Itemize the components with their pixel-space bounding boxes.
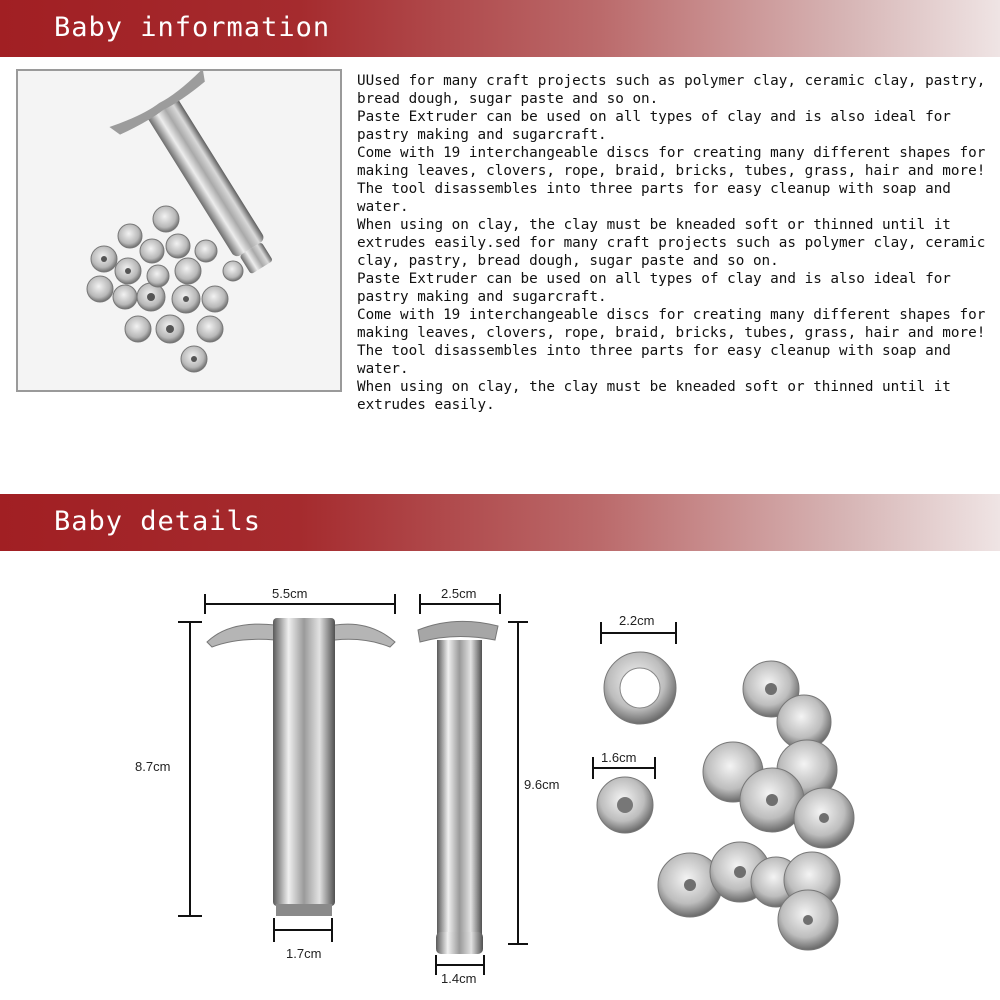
description-paragraph: When using on clay, the clay must be kneaded soft or thinned until it extrudes easily.sed for many craft projects such as polymer clay, ceramic clay, pastry, bread dough, sugar paste and so on. <box>357 217 986 269</box>
side-width-label: 2.5cm <box>441 586 477 601</box>
front-view-extruder <box>207 618 395 916</box>
description-paragraph: The tool disassembles into three parts for easy cleanup with soap and water. <box>357 181 951 215</box>
extruder-kit-image <box>18 71 340 390</box>
description-paragraph: Paste Extruder can be used on all types of clay and is also ideal for pastry making and sugarcraft. <box>357 271 951 305</box>
info-banner <box>0 0 1000 57</box>
nozzle-cap-small <box>597 777 653 833</box>
cap-small-label: 1.6cm <box>601 750 637 765</box>
description-paragraph: UUsed for many craft projects such as polymer clay, ceramic clay, pastry, bread dough, sugar paste and so on. <box>357 73 986 107</box>
product-photo <box>16 69 342 392</box>
side-height-label: 9.6cm <box>524 777 560 792</box>
front-tip-label: 1.7cm <box>286 946 322 961</box>
front-width-label: 5.5cm <box>272 586 308 601</box>
description-paragraph: When using on clay, the clay must be kneaded soft or thinned until it extrudes easily. <box>357 379 951 413</box>
details-banner <box>0 494 1000 551</box>
description-paragraph: The tool disassembles into three parts for easy cleanup with soap and water. <box>357 343 951 377</box>
side-tip-label: 1.4cm <box>441 971 477 986</box>
description-paragraph: Come with 19 interchangeable discs for creating many different shapes for making leaves, clovers, rope, braid, bricks, tubes, grass, hair and more! <box>357 145 986 179</box>
front-height-label: 8.7cm <box>135 759 171 774</box>
description-paragraph: Paste Extruder can be used on all types of clay and is also ideal for pastry making and sugarcraft. <box>357 109 951 143</box>
nozzle-cap-large <box>604 652 676 724</box>
cap-large-label: 2.2cm <box>619 613 655 628</box>
disc-pile <box>658 661 854 950</box>
description-paragraph: Come with 19 interchangeable discs for creating many different shapes for making leaves, clovers, rope, braid, bricks, tubes, grass, hair and more! <box>357 307 986 341</box>
dimension-lines <box>178 594 676 975</box>
info-section-title: Baby information <box>54 12 331 43</box>
side-view-extruder <box>418 621 498 954</box>
product-description <box>357 72 997 414</box>
details-section-title: Baby details <box>54 506 262 537</box>
